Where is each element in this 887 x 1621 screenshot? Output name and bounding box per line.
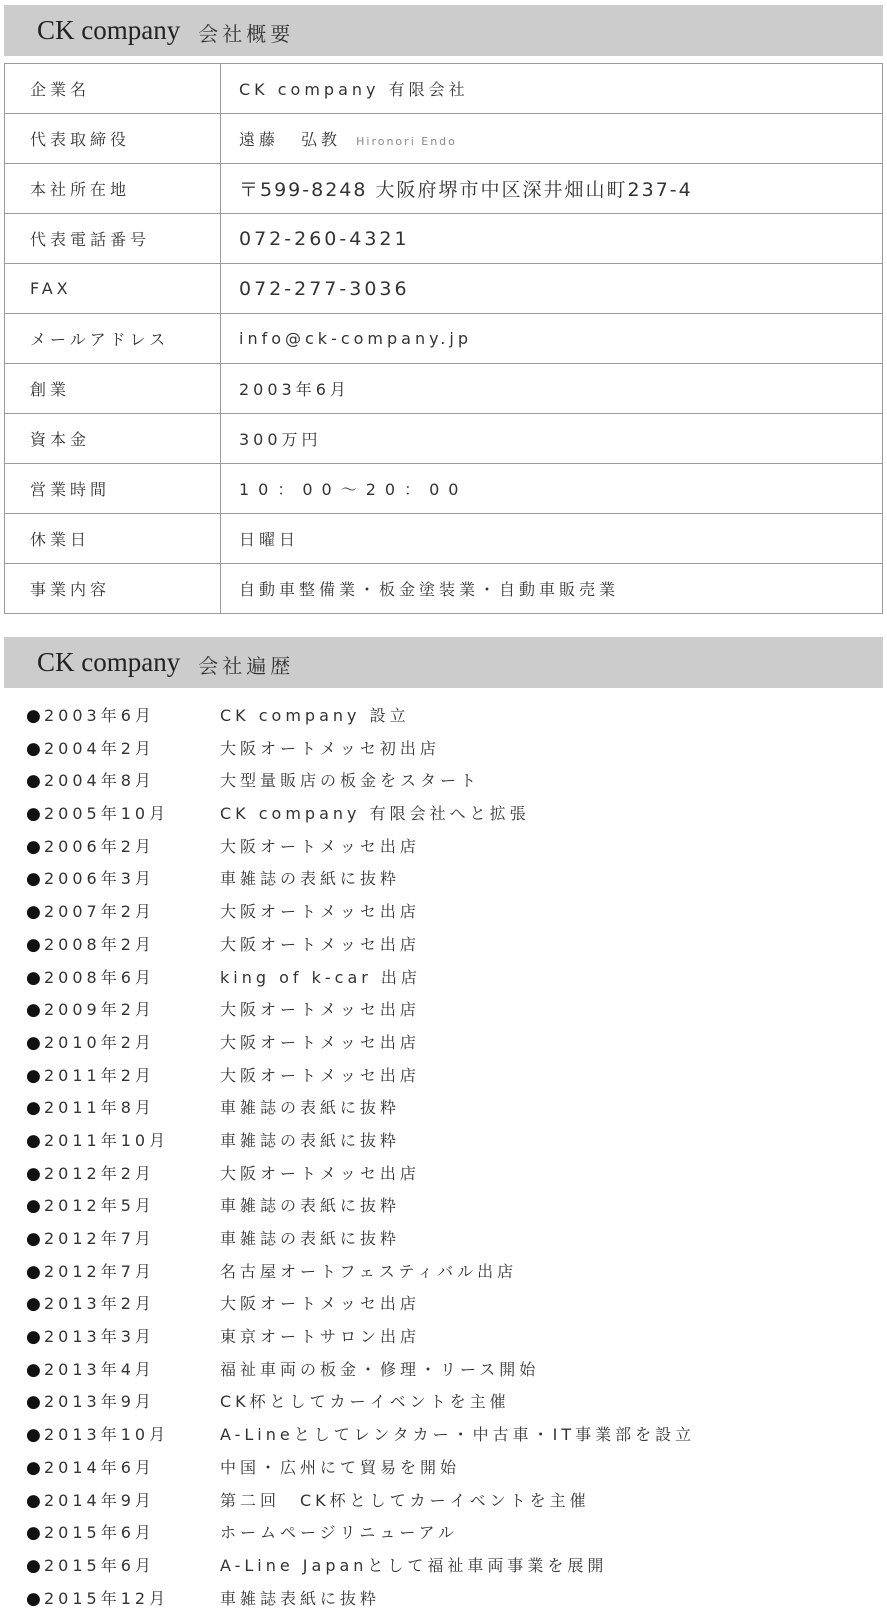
info-row-address (5, 164, 883, 214)
bullet-icon: ● (26, 1000, 41, 1021)
bullet-icon: ● (26, 902, 41, 923)
history-event: 大阪オートメッセ出店 (220, 1032, 420, 1052)
history-event: 大阪オートメッセ出店 (220, 1000, 420, 1020)
info-label: 本社所在地 (5, 164, 221, 214)
representative-surname: 遠藤 (239, 130, 280, 149)
history-date: 2011年8月 (44, 1098, 155, 1118)
bullet-icon: ● (26, 1523, 41, 1544)
info-label: メールアドレス (5, 314, 221, 364)
info-value: 2003年6月 (221, 364, 883, 414)
history-date: 2006年3月 (44, 869, 155, 889)
history-event: CK company 設立 (220, 706, 410, 725)
bullet-icon: ● (26, 1588, 41, 1609)
history-date: 2014年6月 (44, 1457, 155, 1477)
history-item (26, 765, 876, 798)
info-value: 072-260-4321 (221, 214, 883, 264)
info-row-representative (5, 114, 883, 164)
bullet-icon: ● (26, 1261, 41, 1282)
history-event: king of k-car 出店 (220, 967, 421, 987)
info-row-fax (5, 264, 883, 314)
history-event: 車雑誌の表紙に抜粋 (220, 869, 401, 889)
bullet-icon: ● (26, 1490, 41, 1511)
info-value: CK company 有限会社 (221, 64, 883, 114)
history-item (26, 1125, 876, 1158)
history-item (26, 1060, 876, 1093)
history-item (26, 831, 876, 864)
history-date: 2013年10月 (44, 1425, 170, 1445)
history-event: 大型量販店の板金をスタート (220, 771, 481, 791)
info-label: 企業名 (5, 64, 221, 114)
info-row-founded (5, 364, 883, 414)
history-item (26, 1223, 876, 1256)
history-event: 福祉車両の板金・修理・リース開始 (220, 1359, 540, 1379)
info-row-capital (5, 414, 883, 464)
history-date: 2009年2月 (44, 1000, 155, 1020)
history-event: CK company 有限会社へと拡張 (220, 804, 530, 824)
history-item (26, 1092, 876, 1125)
history-event: 名古屋オートフェスティバル出店 (220, 1261, 518, 1281)
history-event: 車雑誌の表紙に抜粋 (220, 1196, 401, 1216)
history-item (26, 1027, 876, 1060)
info-label: 代表取締役 (5, 114, 221, 164)
info-label: 事業内容 (5, 564, 221, 614)
history-item (26, 896, 876, 929)
history-date: 2015年6月 (44, 1555, 155, 1575)
bullet-icon: ● (26, 1130, 41, 1151)
history-event: 第二回 CK杯としてカーイベントを主催 (220, 1490, 590, 1510)
bullet-icon: ● (26, 1327, 41, 1348)
bullet-icon: ● (26, 804, 41, 825)
bullet-icon: ● (26, 771, 41, 792)
history-item (26, 1386, 876, 1419)
history-date: 2004年8月 (44, 771, 155, 791)
history-item (26, 929, 876, 962)
info-row-business-hours (5, 464, 883, 514)
info-value: 072-277-3036 (221, 264, 883, 314)
history-date: 2003年6月 (44, 706, 155, 725)
history-date: 2013年9月 (44, 1392, 155, 1412)
overview-header-brand: CK company (37, 15, 181, 45)
representative-romaji: Hironori Endo (356, 135, 457, 148)
history-item (26, 1485, 876, 1518)
info-value: info@ck-company.jp (221, 314, 883, 364)
history-date: 2008年2月 (44, 934, 155, 954)
info-value: 300万円 (221, 414, 883, 464)
history-item (26, 798, 876, 831)
info-label: FAX (5, 264, 221, 314)
history-item (26, 1452, 876, 1485)
history-item (26, 733, 876, 766)
bullet-icon: ● (26, 934, 41, 955)
info-row-phone (5, 214, 883, 264)
bullet-icon: ● (26, 1457, 41, 1478)
history-date: 2012年2月 (44, 1163, 155, 1183)
history-event: 車雑誌の表紙に抜粋 (220, 1229, 401, 1248)
history-item (26, 1321, 876, 1354)
info-row-company-name (5, 64, 883, 114)
bullet-icon: ● (26, 1392, 41, 1413)
company-info-table (4, 63, 883, 614)
history-date: 2011年2月 (44, 1065, 155, 1085)
history-event: 大阪オートメッセ出店 (220, 1065, 420, 1085)
history-item (26, 1190, 876, 1223)
bullet-icon: ● (26, 869, 41, 890)
info-value: 自動車整備業・板金塗装業・自動車販売業 (221, 564, 883, 614)
history-date: 2007年2月 (44, 902, 155, 922)
bullet-icon: ● (26, 1359, 41, 1380)
history-item (26, 1550, 876, 1583)
bullet-icon: ● (26, 1065, 41, 1086)
history-item (26, 700, 876, 733)
history-date: 2012年5月 (44, 1196, 155, 1216)
history-event: CK杯としてカーイベントを主催 (220, 1392, 510, 1412)
bullet-icon: ● (26, 836, 41, 857)
history-event: A-Line Japanとして福祉車両事業を展開 (220, 1555, 608, 1575)
info-value (221, 114, 883, 164)
bullet-icon: ● (26, 1032, 41, 1053)
info-value: 〒599-8248 大阪府堺市中区深井畑山町237-4 (221, 164, 883, 214)
history-event: 大阪オートメッセ出店 (220, 902, 420, 922)
bullet-icon: ● (26, 1196, 41, 1217)
history-event: 車雑誌の表紙に抜粋 (220, 1130, 401, 1150)
history-event: 中国・広州にて貿易を開始 (220, 1457, 461, 1477)
history-date: 2012年7月 (44, 1261, 155, 1281)
bullet-icon: ● (26, 1425, 41, 1446)
history-date: 2013年4月 (44, 1359, 155, 1379)
info-label: 代表電話番号 (5, 214, 221, 264)
history-date: 2013年3月 (44, 1327, 155, 1347)
info-value: 10：00～20：00 (221, 464, 883, 514)
bullet-icon: ● (26, 1098, 41, 1119)
history-date: 2014年9月 (44, 1490, 155, 1510)
info-row-holidays (5, 514, 883, 564)
overview-header (4, 5, 883, 56)
history-event: 大阪オートメッセ出店 (220, 1294, 420, 1314)
history-event: 大阪オートメッセ出店 (220, 836, 420, 856)
history-event: 東京オートサロン出店 (220, 1327, 421, 1347)
bullet-icon: ● (26, 738, 41, 759)
history-item (26, 863, 876, 896)
info-row-business-content (5, 564, 883, 614)
info-label: 営業時間 (5, 464, 221, 514)
history-date: 2013年2月 (44, 1294, 155, 1314)
history-item (26, 994, 876, 1027)
info-label: 休業日 (5, 514, 221, 564)
history-header-brand: CK company (37, 647, 181, 677)
history-item (26, 1158, 876, 1191)
history-item (26, 1288, 876, 1321)
history-date: 2015年6月 (44, 1523, 155, 1543)
history-header-title: 会社遍歴 (198, 654, 295, 678)
history-event: 大阪オートメッセ出店 (220, 934, 420, 954)
bullet-icon: ● (26, 1229, 41, 1249)
history-date: 2005年10月 (44, 804, 170, 824)
bullet-icon: ● (26, 1555, 41, 1576)
info-label: 創業 (5, 364, 221, 414)
history-event: 車雑誌表紙に抜粋 (220, 1588, 381, 1608)
representative-given-name: 弘教 (301, 130, 342, 149)
bullet-icon: ● (26, 1294, 41, 1315)
history-date: 2010年2月 (44, 1032, 155, 1052)
bullet-icon: ● (26, 967, 41, 988)
history-date: 2008年6月 (44, 967, 155, 987)
history-date: 2012年7月 (44, 1229, 155, 1248)
history-item (26, 962, 876, 995)
history-header (4, 637, 883, 688)
bullet-icon: ● (26, 706, 41, 726)
history-list (26, 700, 876, 1615)
history-item (26, 1354, 876, 1387)
info-value: 日曜日 (221, 514, 883, 564)
history-date: 2006年2月 (44, 836, 155, 856)
history-item (26, 1256, 876, 1289)
history-event: ホームページリニューアル (220, 1523, 458, 1543)
overview-header-title: 会社概要 (198, 22, 295, 46)
bullet-icon: ● (26, 1163, 41, 1184)
history-date: 2015年12月 (44, 1588, 170, 1608)
history-date: 2011年10月 (44, 1130, 170, 1150)
history-item (26, 1419, 876, 1452)
history-item (26, 1517, 876, 1550)
history-date: 2004年2月 (44, 738, 155, 758)
info-label: 資本金 (5, 414, 221, 464)
history-event: 大阪オートメッセ初出店 (220, 738, 440, 758)
history-item (26, 1583, 876, 1616)
history-event: A-Lineとしてレンタカー・中古車・IT事業部を設立 (220, 1425, 696, 1445)
history-event: 大阪オートメッセ出店 (220, 1163, 420, 1183)
history-event: 車雑誌の表紙に抜粋 (220, 1098, 401, 1118)
info-row-email (5, 314, 883, 364)
